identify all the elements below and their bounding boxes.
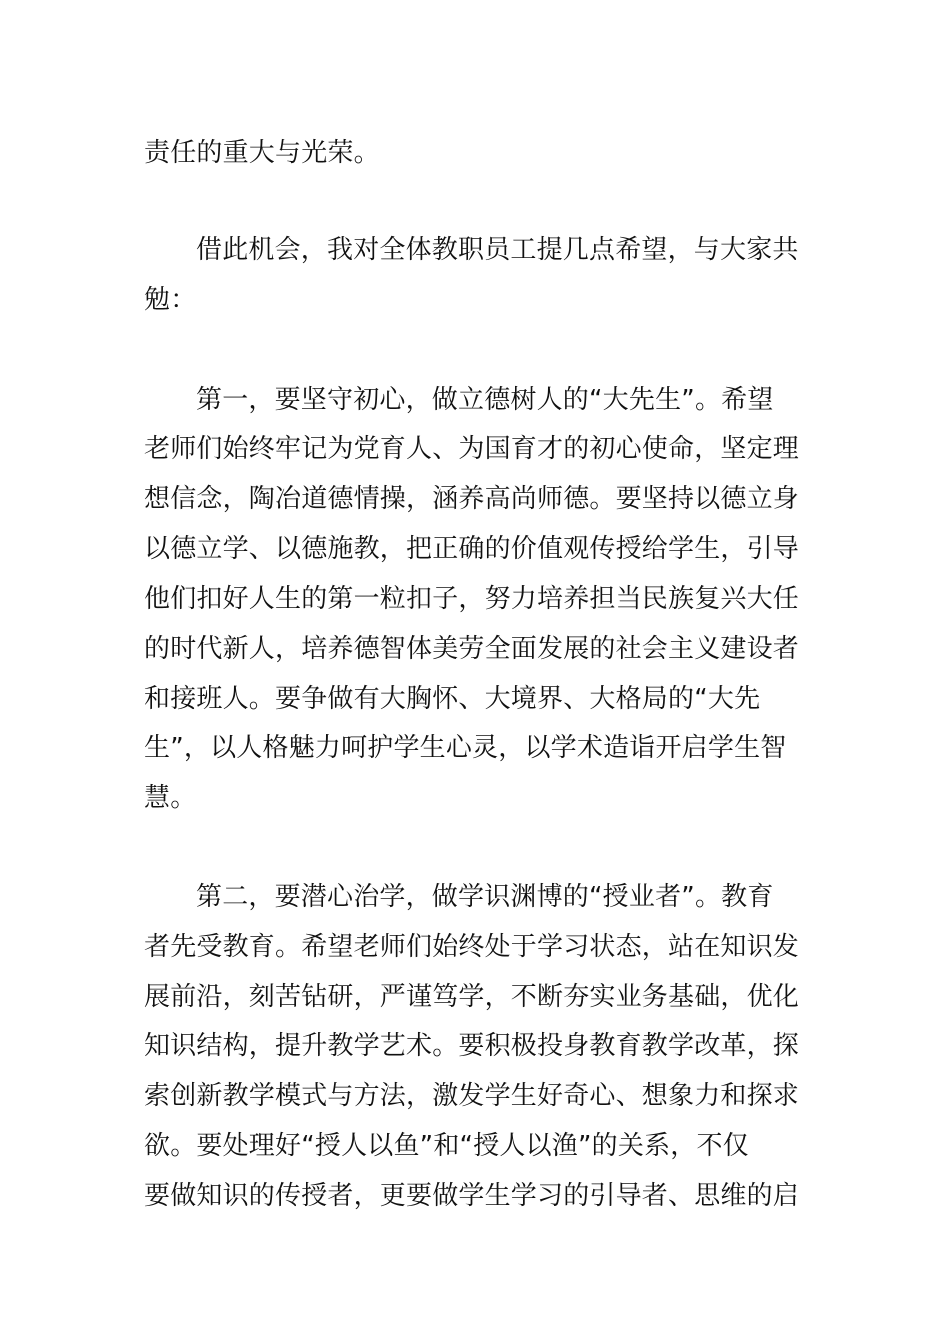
paragraph-line: 老师们始终牢记为党育人、为国育才的初心使命，坚定理 (144, 434, 800, 464)
paragraph-line: 知识结构，提升教学艺术。要积极投身教育教学改革，探 (144, 1031, 800, 1061)
paragraph-line: 的时代新人，培养德智体美劳全面发展的社会主义建设者 (144, 634, 800, 664)
paragraph-line: 借此机会，我对全体教职员工提几点希望，与大家共 (196, 235, 799, 265)
paragraph-line: 想信念，陶冶道德情操，涵养高尚师德。要坚持以德立身 (144, 484, 800, 514)
paragraph-line: 索创新教学模式与方法，激发学生好奇心、想象力和探求 (144, 1081, 800, 1111)
paragraph-line: 第二，要潜心治学，做学识渊博的“授业者”。教育 (196, 882, 774, 912)
paragraph-line: 责任的重大与光荣。 (144, 138, 380, 168)
paragraph-line: 生”，以人格魅力呵护学生心灵，以学术造诣开启学生智 (144, 733, 787, 763)
paragraph-line: 第一，要坚守初心，做立德树人的“大先生”。希望 (196, 385, 774, 415)
paragraph-line: 慧。 (144, 783, 197, 813)
paragraph-line: 者先受教育。希望老师们始终处于学习状态，站在知识发 (144, 932, 800, 962)
paragraph-line: 展前沿，刻苦钻研，严谨笃学，不断夯实业务基础，优化 (144, 982, 800, 1012)
paragraph-line: 和接班人。要争做有大胸怀、大境界、大格局的“大先 (144, 684, 761, 714)
paragraph-line: 欲。要处理好“授人以鱼”和“授人以渔”的关系，不仅 (144, 1131, 749, 1161)
paragraph-line: 他们扣好人生的第一粒扣子，努力培养担当民族复兴大任 (144, 584, 800, 614)
paragraph-line: 勉： (144, 285, 197, 315)
paragraph-line: 要做知识的传授者，更要做学生学习的引导者、思维的启 (144, 1181, 800, 1211)
paragraph-line: 以德立学、以德施教，把正确的价值观传授给学生，引导 (144, 534, 800, 564)
